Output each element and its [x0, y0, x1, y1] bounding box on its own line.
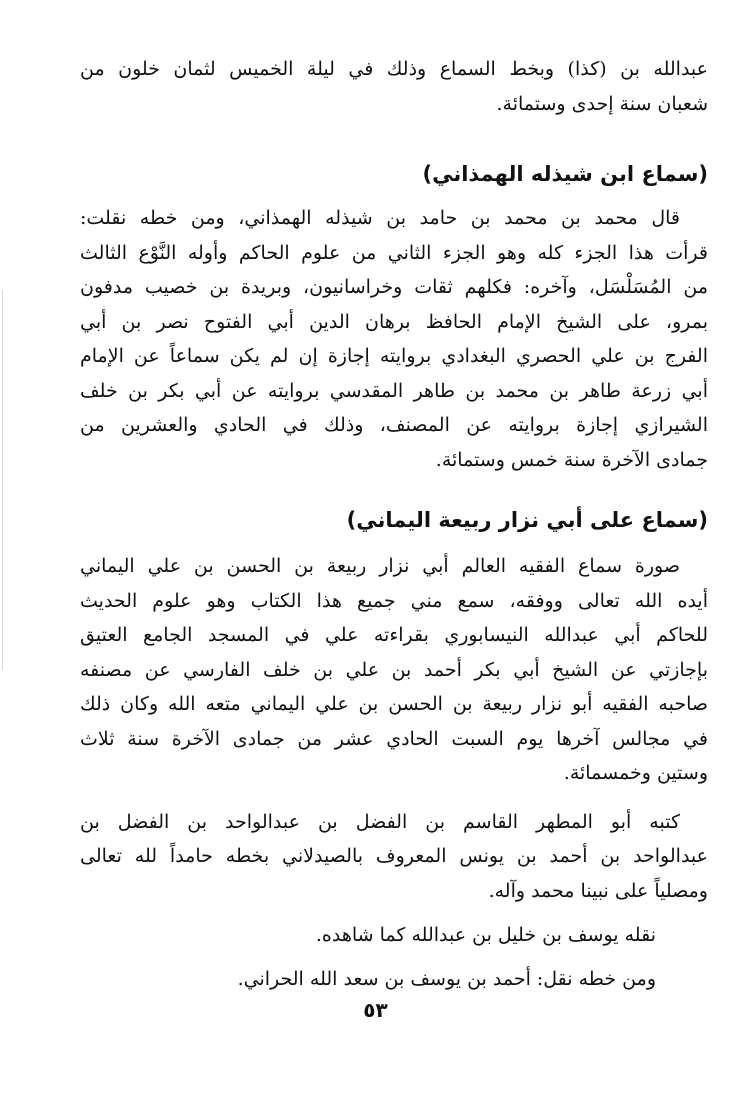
text-line: قرأت هذا الجزء كله وهو الجزء الثاني من علوم الحاكم وأوله النَّوْع الثالث — [80, 241, 708, 264]
text-line: أبي زرعة طاهر بن محمد بن طاهر المقدسي بروايته عن أبي بكر بن خلف — [80, 379, 708, 402]
text-line: عبدالواحد بن أحمد بن يونس المعروف بالصيدلاني بخطه حامداً لله تعالى — [80, 845, 708, 867]
text-line: الفرج بن علي الحصري البغدادي بروايته إجازة إن لم يكن سماعاً عن الإمام — [80, 345, 708, 367]
text-line: وستين وخمسمائة. — [563, 762, 708, 784]
text-line: ومصلياً على نبينا محمد وآله. — [488, 879, 708, 902]
text-line: بمرو، على الشيخ الإمام الحافظ برهان الدين أبي الفتوح نصر بن أبي — [80, 310, 708, 333]
text-line: جمادى الآخرة سنة خمس وستمائة. — [435, 448, 708, 471]
copy-note: نقله يوسف بن خليل بن عبدالله كما شاهده. — [315, 924, 656, 946]
intro-paragraph — [80, 52, 708, 121]
ibn-shidhala-paragraph — [80, 201, 708, 477]
section-heading-ibn-shidhala: (سماع ابن شيذله الهمذاني) — [422, 162, 708, 186]
text-line: في مجالس آخرها يوم السبت الحادي عشر من جمادى الآخرة سنة ثلاث — [80, 727, 708, 750]
text-line: بإجازتي عن الشيخ أبي بكر أحمد بن علي بن خلف الفارسي عن مصنفه — [80, 658, 708, 681]
text-line: كتبه أبو المطهر القاسم بن الفضل بن عبدالواحد بن الفضل بن — [80, 810, 680, 833]
text-line: صورة سماع الفقيه العالم أبي نزار ربيعة بن الحسن بن علي اليماني — [80, 555, 680, 577]
section-heading-abu-nizar: (سماع على أبي نزار ربيعة اليماني) — [346, 508, 708, 532]
text-line: أيده الله تعالى ووفقه، سمع مني جميع هذا الكتاب وهو علوم الحديث — [80, 589, 708, 612]
document-page — [80, 52, 708, 996]
scan-edge-line — [2, 290, 3, 670]
text-line: الشيرازي إجازة بروايته عن المصنف، وذلك في الحادي والعشرين من — [80, 414, 708, 436]
signature-paragraph — [80, 805, 708, 909]
text-line: قال محمد بن محمد بن حامد بن شيذله الهمذاني، ومن خطه نقلت: — [80, 207, 680, 229]
copy-note-2: ومن خطه نقل: أحمد بن يوسف بن سعد الله الحراني. — [237, 968, 656, 990]
abu-nizar-paragraph — [80, 549, 708, 791]
text-line: صاحبه الفقيه أبو نزار ربيعة بن الحسن بن علي اليماني متعه الله وكان ذلك — [80, 693, 708, 715]
page-number: ٥٣ — [363, 998, 388, 1022]
text-line: للحاكم أبي عبدالله النيسابوري بقراءته علي في المسجد الجامع العتيق — [80, 624, 708, 646]
text-line: شعبان سنة إحدى وستمائة. — [496, 92, 708, 115]
text-line: عبدالله بن (كذا) وبخط السماع وذلك في ليلة الخميس لثمان خلون من — [80, 58, 708, 80]
text-line: من المُسَلْسَل، وآخره: فكلهم ثقات وخراسانيون، وبريدة بن خصيب مدفون — [80, 276, 708, 298]
